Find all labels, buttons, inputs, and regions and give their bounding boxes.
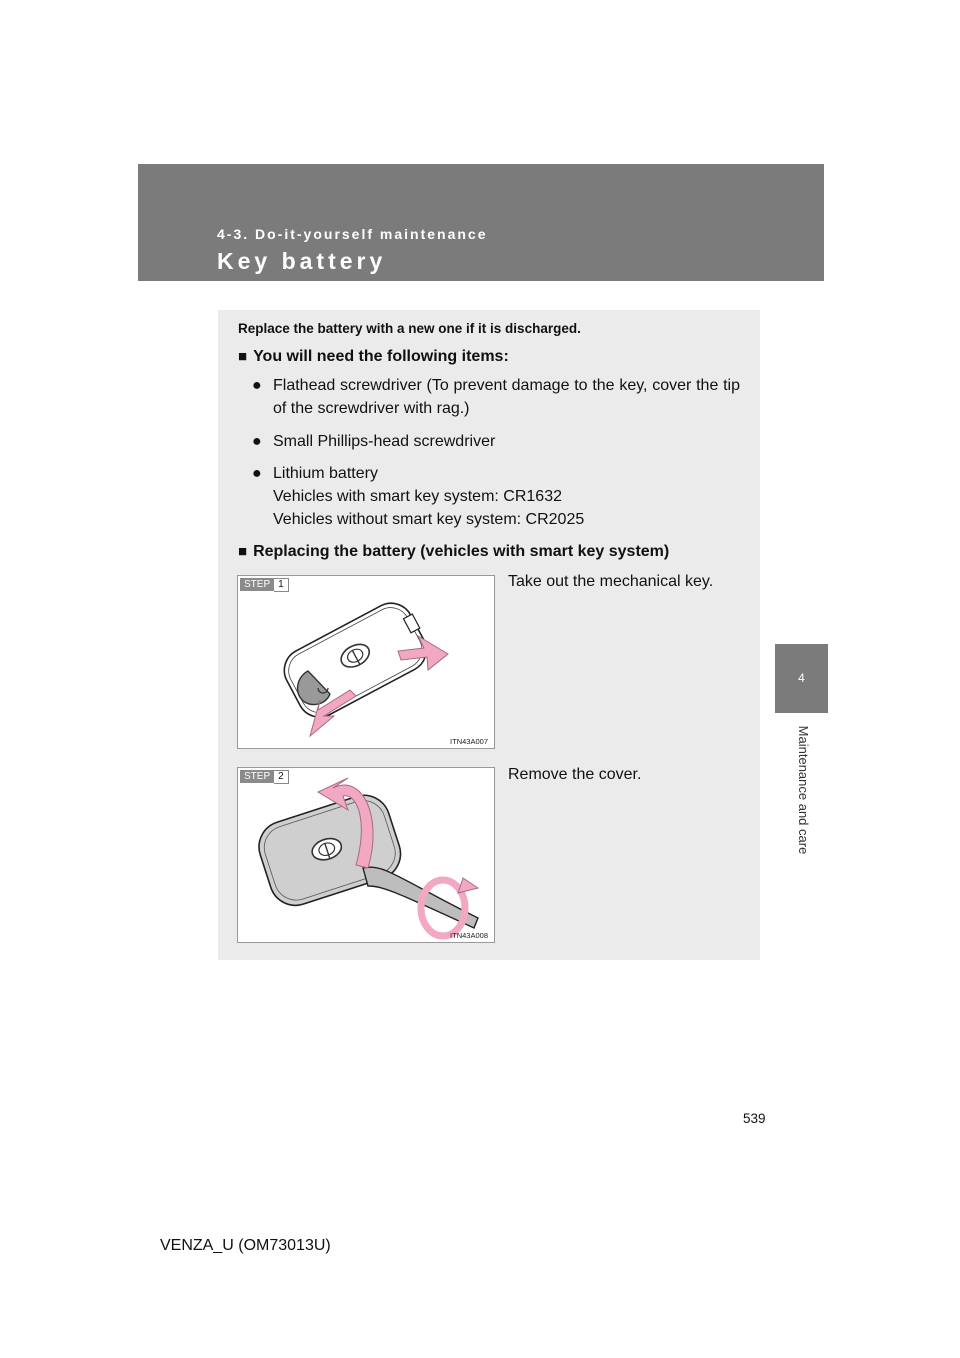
step-badge bbox=[240, 578, 289, 591]
footer-model-code: VENZA_U (OM73013U) bbox=[160, 1237, 331, 1254]
key-fob-mechanical-key-illustration bbox=[238, 576, 494, 748]
step-1-figure bbox=[237, 575, 495, 749]
step-number: 2 bbox=[274, 770, 289, 784]
step-number: 1 bbox=[274, 578, 289, 592]
list-item bbox=[252, 430, 740, 453]
battery-name: Lithium battery bbox=[273, 465, 378, 482]
chapter-tab: 4 bbox=[775, 644, 828, 713]
chapter-label: Maintenance and care bbox=[796, 725, 811, 855]
replace-heading bbox=[238, 543, 669, 561]
list-item-battery bbox=[252, 462, 740, 531]
step-badge bbox=[240, 770, 289, 783]
bullet-icon: ● bbox=[252, 377, 262, 394]
battery-no-smart-key: Vehicles without smart key system: CR2025 bbox=[273, 511, 585, 528]
step-label: STEP bbox=[240, 578, 274, 591]
step-2-text: Remove the cover. bbox=[508, 766, 642, 783]
content-box bbox=[218, 310, 760, 960]
list-item-text: Flathead screwdriver (To prevent damage to the key, cover the tip of the screwdriver with rag.) bbox=[273, 377, 740, 417]
step-1-text: Take out the mechanical key. bbox=[508, 573, 714, 590]
step-label: STEP bbox=[240, 770, 274, 783]
section-label: 4-3. Do-it-yourself maintenance bbox=[217, 226, 488, 242]
square-bullet-icon: ■ bbox=[238, 543, 248, 560]
items-heading-text: You will need the following items: bbox=[253, 348, 509, 365]
figure-code: ITN43A008 bbox=[450, 931, 488, 940]
page-number: 539 bbox=[743, 1111, 766, 1126]
items-heading bbox=[238, 348, 509, 366]
battery-smart-key: Vehicles with smart key system: CR1632 bbox=[273, 488, 562, 505]
bullet-icon: ● bbox=[252, 465, 262, 482]
list-item bbox=[252, 374, 740, 420]
figure-code: ITN43A007 bbox=[450, 737, 488, 746]
intro-text: Replace the battery with a new one if it is discharged. bbox=[238, 321, 581, 336]
step-2-figure bbox=[237, 767, 495, 943]
page-title: Key battery bbox=[217, 248, 387, 274]
bullet-icon: ● bbox=[252, 433, 262, 450]
section-header bbox=[138, 164, 824, 281]
list-item-text: Small Phillips-head screwdriver bbox=[273, 433, 496, 450]
key-fob-cover-removal-illustration bbox=[238, 768, 494, 942]
square-bullet-icon: ■ bbox=[238, 348, 248, 365]
replace-heading-text: Replacing the battery (vehicles with smart key system) bbox=[253, 543, 670, 560]
